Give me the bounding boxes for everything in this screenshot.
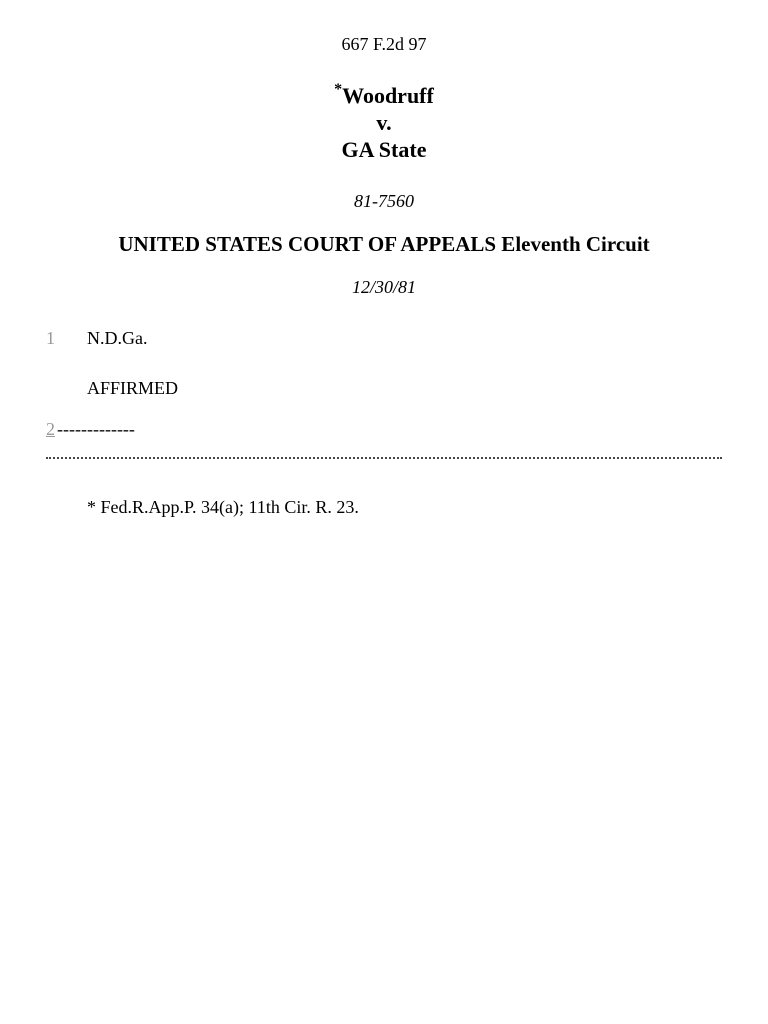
case-title-line1 <box>0 82 768 109</box>
case-title <box>0 82 768 163</box>
defendant-name: GA State <box>341 137 427 162</box>
paragraph-text: AFFIRMED <box>87 378 179 398</box>
citation: 667 F.2d 97 <box>341 34 427 54</box>
footnote-separator <box>46 457 722 459</box>
versus: v. <box>376 110 392 135</box>
court-name: UNITED STATES COURT OF APPEALS Eleventh Circuit <box>118 232 650 256</box>
paragraph-number-link[interactable]: 2 <box>46 419 55 439</box>
paragraph-text: ------------- <box>57 419 135 439</box>
docket-number: 81-7560 <box>354 191 414 211</box>
decision-date: 12/30/81 <box>351 277 416 297</box>
plaintiff-name: Woodruff <box>342 83 434 108</box>
paragraph-text: N.D.Ga. <box>87 328 148 348</box>
paragraph-number: 1 <box>46 328 55 348</box>
footnote: * Fed.R.App.P. 34(a); 11th Cir. R. 23. <box>87 497 359 517</box>
title-footnote-marker[interactable]: * <box>334 81 343 98</box>
